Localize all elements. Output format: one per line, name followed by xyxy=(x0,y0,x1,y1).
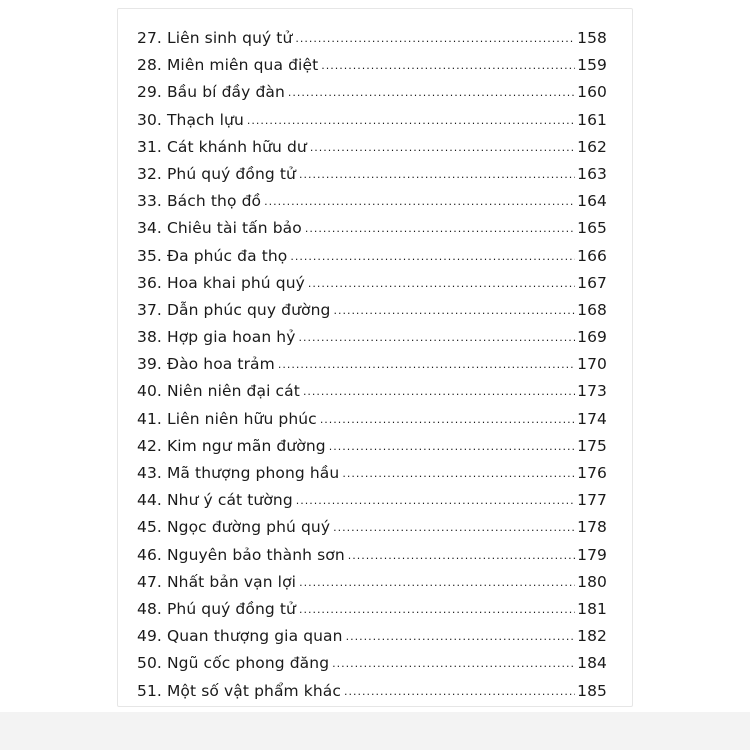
toc-dot-leader xyxy=(303,385,575,398)
toc-dot-leader xyxy=(298,331,575,344)
toc-entry-title: Đa phúc đa thọ xyxy=(166,246,288,265)
toc-dot-leader xyxy=(305,222,575,235)
toc-entry-page: 167 xyxy=(577,273,607,292)
toc-entry-page: 180 xyxy=(577,572,607,591)
toc-entry-title: Nguyên bảo thành sơn xyxy=(166,545,345,564)
toc-entry-number: 49. xyxy=(137,627,162,646)
toc-entry xyxy=(137,83,607,110)
toc-dot-leader xyxy=(296,494,575,507)
toc-entry xyxy=(137,165,607,192)
toc-entry-number: 40. xyxy=(137,382,162,401)
toc-entry xyxy=(137,410,607,437)
toc-entry xyxy=(137,301,607,328)
toc-entry-page: 158 xyxy=(577,29,607,47)
toc-dot-leader xyxy=(299,576,575,589)
toc-entry-title: Cát khánh hữu dư xyxy=(166,137,307,156)
toc-entry xyxy=(137,138,607,165)
toc-entry xyxy=(137,29,607,56)
toc-entry xyxy=(137,654,607,681)
toc-entry-number: 35. xyxy=(137,246,162,265)
toc-entry-page: 168 xyxy=(577,300,607,319)
toc-dot-leader xyxy=(344,685,575,698)
toc-entry xyxy=(137,491,607,518)
toc-dot-leader xyxy=(321,59,575,72)
toc-entry-page: 182 xyxy=(577,627,607,646)
toc-entry-page: 176 xyxy=(577,464,607,482)
toc-entry xyxy=(137,546,607,573)
toc-entry-title: Bách thọ đồ xyxy=(166,192,262,211)
toc-entry-page: 178 xyxy=(577,518,607,537)
toc-entry xyxy=(137,382,607,409)
toc-entry-title: Liên niên hữu phúc xyxy=(166,409,317,428)
toc-entry-number: 28. xyxy=(137,56,162,75)
toc-entry-title: Miên miên qua điệt xyxy=(166,56,319,75)
toc-dot-leader xyxy=(264,195,575,208)
toc-dot-leader xyxy=(329,440,575,453)
toc-entry xyxy=(137,600,607,627)
toc-entry-title: Chiêu tài tấn bảo xyxy=(166,219,302,238)
toc-entry xyxy=(137,328,607,355)
toc-entry-title: Phú quý đồng tử xyxy=(166,599,296,618)
toc-entry-number: 46. xyxy=(137,545,162,564)
toc-entry-number: 41. xyxy=(137,409,162,428)
toc-entry-number: 38. xyxy=(137,328,162,347)
toc-dot-leader xyxy=(278,358,575,371)
toc-entry-number: 33. xyxy=(137,192,162,211)
toc-entry-title: Một số vật phẩm khác xyxy=(166,681,341,700)
toc-entry-page: 170 xyxy=(577,355,607,374)
toc-entry-title: Mã thượng phong hầu xyxy=(166,464,340,482)
toc-entry-title: Đào hoa trảm xyxy=(166,355,275,374)
toc-entry-page: 185 xyxy=(577,681,607,700)
toc-entry-page: 179 xyxy=(577,545,607,564)
toc-entry xyxy=(137,682,607,709)
toc-dot-leader xyxy=(332,657,575,670)
toc-dot-leader xyxy=(333,521,575,534)
toc-entry-page: 174 xyxy=(577,409,607,428)
toc-entry xyxy=(137,437,607,464)
toc-entry-title: Ngũ cốc phong đăng xyxy=(166,654,330,673)
toc-entry-page: 175 xyxy=(577,436,607,455)
toc-entry xyxy=(137,111,607,138)
toc-entry-page: 166 xyxy=(577,246,607,265)
toc-entry xyxy=(137,219,607,246)
toc-entry-number: 43. xyxy=(137,464,162,482)
toc-entry-number: 47. xyxy=(137,572,162,591)
toc-entry-number: 50. xyxy=(137,654,162,673)
toc-dot-leader xyxy=(310,141,575,154)
toc-entry-title: Nhất bản vạn lợi xyxy=(166,572,297,591)
toc-entry-number: 31. xyxy=(137,137,162,156)
toc-entry xyxy=(137,518,607,545)
toc-entry-page: 181 xyxy=(577,599,607,618)
toc-entry xyxy=(137,247,607,274)
toc-entry-title: Bầu bí đầy đàn xyxy=(166,83,285,102)
toc-entry-title: Ngọc đường phú quý xyxy=(166,518,331,537)
toc-entry-title: Niên niên đại cát xyxy=(166,382,300,401)
toc-dot-leader xyxy=(333,304,575,317)
toc-entry xyxy=(137,274,607,301)
toc-entry-title: Quan thượng gia quan xyxy=(166,627,343,646)
toc-entry-title: Liên sinh quý tử xyxy=(166,29,293,47)
toc-dot-leader xyxy=(288,86,575,99)
toc-entry-page: 165 xyxy=(577,219,607,238)
toc-entry-page: 159 xyxy=(577,56,607,75)
toc-entry-title: Dẫn phúc quy đường xyxy=(166,300,331,319)
toc-dot-leader xyxy=(308,277,575,290)
toc-entry-title: Như ý cát tường xyxy=(166,491,293,510)
toc-entry-number: 39. xyxy=(137,355,162,374)
toc-entry xyxy=(137,355,607,382)
table-of-contents xyxy=(137,29,607,709)
toc-entry-page: 162 xyxy=(577,137,607,156)
toc-entry-page: 184 xyxy=(577,654,607,673)
toc-dot-leader xyxy=(320,413,575,426)
toc-entry-number: 48. xyxy=(137,599,162,618)
toc-entry-page: 173 xyxy=(577,382,607,401)
toc-entry xyxy=(137,573,607,600)
toc-entry-number: 42. xyxy=(137,436,162,455)
toc-entry-title: Phú quý đồng tử xyxy=(166,164,296,183)
toc-dot-leader xyxy=(342,467,575,480)
toc-entry-number: 44. xyxy=(137,491,162,510)
toc-entry-number: 45. xyxy=(137,518,162,537)
toc-entry-page: 160 xyxy=(577,83,607,102)
toc-entry-page: 163 xyxy=(577,164,607,183)
toc-entry xyxy=(137,627,607,654)
toc-dot-leader xyxy=(299,603,575,616)
toc-dot-leader xyxy=(295,32,575,45)
toc-entry-number: 29. xyxy=(137,83,162,102)
toc-entry-page: 169 xyxy=(577,328,607,347)
toc-entry xyxy=(137,192,607,219)
toc-entry-number: 37. xyxy=(137,300,162,319)
toc-entry xyxy=(137,56,607,83)
toc-dot-leader xyxy=(299,168,575,181)
toc-entry xyxy=(137,464,607,491)
toc-dot-leader xyxy=(348,549,575,562)
toc-dot-leader xyxy=(346,630,576,643)
toc-dot-leader xyxy=(290,250,575,263)
toc-entry-number: 34. xyxy=(137,219,162,238)
bottom-band xyxy=(0,712,750,750)
toc-entry-number: 32. xyxy=(137,164,162,183)
toc-dot-leader xyxy=(247,114,575,127)
toc-entry-number: 36. xyxy=(137,273,162,292)
toc-entry-number: 51. xyxy=(137,681,162,700)
toc-entry-page: 177 xyxy=(577,491,607,510)
toc-entry-number: 27. xyxy=(137,29,162,47)
toc-entry-page: 161 xyxy=(577,110,607,129)
toc-entry-title: Hợp gia hoan hỷ xyxy=(166,328,296,347)
toc-entry-title: Hoa khai phú quý xyxy=(166,273,305,292)
toc-entry-title: Kim ngư mãn đường xyxy=(166,436,326,455)
toc-entry-page: 164 xyxy=(577,192,607,211)
toc-entry-number: 30. xyxy=(137,110,162,129)
toc-entry-title: Thạch lựu xyxy=(166,110,244,129)
